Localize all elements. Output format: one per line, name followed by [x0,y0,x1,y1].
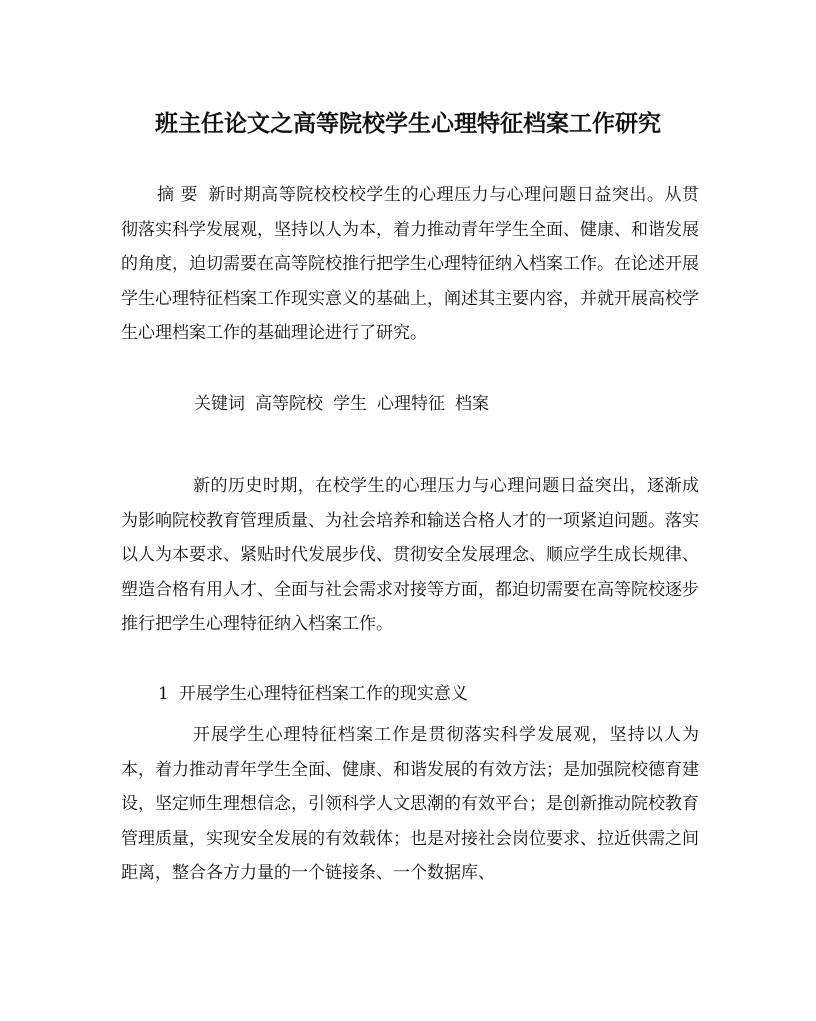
document-title: 班主任论文之高等院校学生心理特征档案工作研究 [155,110,661,137]
section-number: 1 [158,684,169,704]
abstract-text: 新时期高等院校校校学生的心理压力与心理问题日益突出。从贯彻落实科学发展观，坚持以人为本，着力推动青年学生全面、健康、和谐发展的角度，迫切需要在高等院校推行把学生心理特征纳入档案工作。在论述开展学生心理特征档案工作现实意义的基础上，阐述其主要内容，并就开展高校学生心理档案工作的基础理论进行了研究。 [121,185,700,343]
body-paragraph-1: 新的历史时期，在校学生的心理压力与心理问题日益突出，逐渐成为影响院校教育管理质量、为社会培养和输送合格人才的一项紧迫问题。落实以人为本要求、紧贴时代发展步伐、贯彻安全发展理念、顺应学生成长规律、塑造合格有用人才、全面与社会需求对接等方面，都迫切需要在高等院校逐步推行把学生心理特征纳入档案工作。 [121,476,699,634]
section-heading-1 [158,677,468,712]
keyword-item: 学生 [333,394,367,414]
keyword-item: 高等院校 [255,394,323,414]
keyword-item: 档案 [455,394,489,414]
body-paragraph-2: 开展学生心理特征档案工作是贯彻落实科学发展观，坚持以人为本，着力推动青年学生全面、健康、和谐发展的有效方法；是加强院校德育建设，坚定师生理想信念，引领科学人文思潮的有效平台；是创新推动院校教育管理质量，实现安全发展的有效载体；也是对接社会岗位要求、拉近供需之间距离，整合各方力量的一个链接条、一个数据库、 [121,725,699,883]
abstract-label: 摘 要 [157,185,199,205]
keywords-line [194,387,489,422]
keywords-label: 关键词 [194,394,245,414]
keyword-item: 心理特征 [377,394,445,414]
section-title: 开展学生心理特征档案工作的现实意义 [178,684,468,704]
abstract-paragraph [121,178,699,351]
